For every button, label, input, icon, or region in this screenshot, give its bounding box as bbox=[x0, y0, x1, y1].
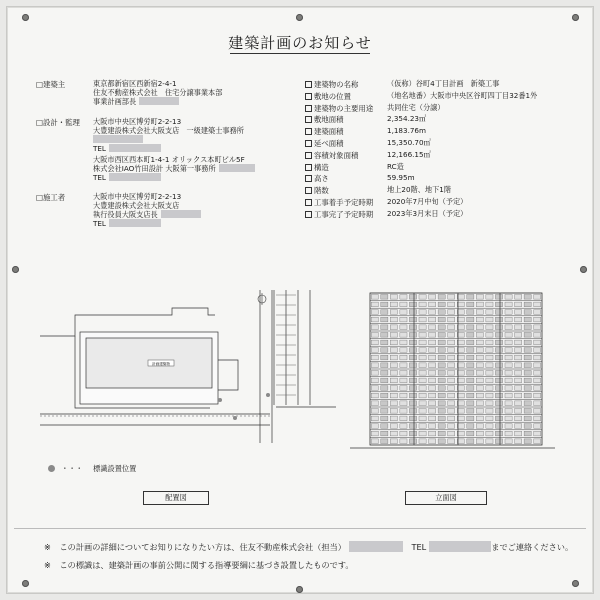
detail-label bbox=[305, 173, 329, 184]
detail-label-text: 敷地の位置 bbox=[314, 91, 351, 101]
marker-dot-icon bbox=[48, 465, 55, 472]
detail-value: （地名地番）大阪市中央区谷町四丁目32番1外 bbox=[387, 90, 538, 100]
designer-label: □設計・監理 bbox=[36, 118, 80, 127]
note-prefix: ※ bbox=[44, 542, 51, 552]
detail-label bbox=[305, 79, 358, 90]
contractor-line bbox=[93, 210, 201, 219]
site-plan bbox=[40, 285, 340, 445]
regulation-note bbox=[44, 560, 354, 571]
screw-icon bbox=[12, 266, 19, 273]
screw-icon bbox=[296, 14, 303, 21]
page-title: 建築計画のお知らせ bbox=[228, 34, 372, 52]
detail-value: RC造 bbox=[387, 161, 404, 171]
detail-label-text: 建築面積 bbox=[314, 127, 344, 137]
legend-text: 標識設置位置 bbox=[93, 464, 137, 473]
detail-label-text: 建築物の名称 bbox=[314, 80, 359, 89]
screw-icon bbox=[296, 586, 303, 593]
detail-label-text: 工事着手予定時期 bbox=[314, 198, 374, 207]
detail-label bbox=[305, 150, 358, 161]
screw-icon bbox=[572, 14, 579, 21]
detail-label bbox=[305, 114, 344, 125]
contractor-tel bbox=[93, 219, 161, 228]
designer-tel bbox=[93, 144, 161, 153]
screw-icon bbox=[580, 266, 587, 273]
designer-tel bbox=[93, 173, 161, 182]
detail-label-text: 構造 bbox=[314, 162, 329, 172]
detail-label-text: 容積対象面積 bbox=[314, 150, 359, 160]
detail-label-text: 敷地面積 bbox=[314, 115, 344, 125]
detail-label-text: 建築物の主要用途 bbox=[314, 103, 374, 113]
tel-label: TEL bbox=[93, 173, 106, 182]
building-label: 計画建築物 bbox=[152, 361, 170, 366]
checkbox-icon bbox=[305, 105, 312, 112]
checkbox-icon bbox=[305, 140, 312, 147]
detail-value: 1,183.76m bbox=[387, 126, 427, 136]
detail-value: 地上20階、地下1階 bbox=[387, 185, 452, 195]
detail-value: 12,166.15㎡ bbox=[387, 149, 431, 159]
screw-icon bbox=[22, 14, 29, 21]
designer-line: 大豊建設株式会社大阪支店 一級建築士事務所 bbox=[93, 126, 244, 135]
contractor-line: 大阪市中央区博労町2-2-13 bbox=[93, 192, 182, 201]
checkbox-icon bbox=[305, 128, 312, 135]
detail-label-text: 高さ bbox=[314, 174, 329, 184]
site-plan-caption: 配置図 bbox=[143, 491, 209, 505]
designer-line bbox=[93, 135, 143, 144]
detail-value: 15,350.70㎡ bbox=[387, 138, 431, 147]
designer-line: 大阪市西区西本町1-4-1 オリックス本町ビル5F bbox=[93, 155, 245, 164]
detail-label-text: 工事完了予定時期 bbox=[314, 209, 374, 219]
detail-value: 59.95m bbox=[387, 173, 415, 183]
elevation-caption: 立面図 bbox=[405, 491, 487, 505]
contact-note bbox=[44, 541, 573, 553]
detail-value: 共同住宅（分譲） bbox=[387, 102, 445, 112]
title-underline bbox=[230, 53, 370, 54]
redaction bbox=[349, 541, 403, 552]
checkbox-icon bbox=[305, 199, 312, 206]
checkbox-icon bbox=[305, 187, 312, 194]
redaction bbox=[429, 541, 491, 552]
detail-label-text: 延べ面積 bbox=[314, 139, 344, 148]
elevation-drawing bbox=[350, 285, 560, 455]
redaction bbox=[161, 210, 201, 218]
owner-label: □建築主 bbox=[36, 80, 66, 89]
contractor-title: 執行役員大阪支店長 bbox=[93, 210, 158, 219]
detail-label bbox=[305, 91, 351, 102]
tel-label: TEL bbox=[93, 144, 106, 153]
checkbox-icon bbox=[305, 116, 312, 123]
checkbox-icon bbox=[305, 152, 312, 159]
detail-label bbox=[305, 197, 373, 208]
designer-line: 大阪市中央区博労町2-2-13 bbox=[93, 117, 182, 126]
note-suffix: までご連絡ください。 bbox=[491, 542, 574, 552]
note-prefix: ※ bbox=[44, 560, 51, 570]
detail-label bbox=[305, 185, 329, 196]
tel-label: TEL bbox=[93, 219, 106, 228]
checkbox-icon bbox=[305, 93, 312, 100]
owner-title: 事業計画部長 bbox=[93, 97, 137, 106]
note-text: この計画の詳細についてお知りになりたい方は、住友不動産株式会社（担当） bbox=[59, 542, 346, 552]
legend: ・・・ 標識設置位置 bbox=[48, 464, 136, 473]
screw-icon bbox=[572, 580, 579, 587]
detail-label bbox=[305, 162, 329, 173]
redaction bbox=[109, 173, 161, 181]
detail-label bbox=[305, 138, 344, 149]
detail-label bbox=[305, 209, 373, 220]
screw-icon bbox=[22, 580, 29, 587]
designer-office: 株式会社IAO竹田設計 大阪第一事務所 bbox=[93, 164, 216, 173]
owner-line bbox=[93, 97, 179, 106]
contractor-label: □施工者 bbox=[36, 193, 66, 202]
detail-label-text: 階数 bbox=[314, 186, 329, 196]
detail-label bbox=[305, 126, 344, 137]
detail-value: 2020年7月中旬（予定） bbox=[387, 197, 468, 206]
owner-line: 住友不動産株式会社 住宅分譲事業本部 bbox=[93, 88, 223, 97]
divider bbox=[14, 528, 586, 529]
redaction bbox=[109, 219, 161, 227]
note-text: この標識は、建築計画の事前公開に関する指導要綱に基づき設置したものです。 bbox=[59, 560, 354, 570]
checkbox-icon bbox=[305, 211, 312, 218]
contractor-line: 大豊建設株式会社大阪支店 bbox=[93, 201, 180, 210]
redaction bbox=[219, 164, 255, 172]
detail-label bbox=[305, 103, 373, 114]
tel-label: TEL bbox=[411, 542, 427, 552]
checkbox-icon bbox=[305, 175, 312, 182]
checkbox-icon bbox=[305, 164, 312, 171]
redaction bbox=[139, 97, 179, 105]
detail-value: （仮称）谷町4丁目計画 新築工事 bbox=[387, 79, 500, 88]
checkbox-icon bbox=[305, 81, 312, 88]
redaction bbox=[109, 144, 161, 152]
detail-value: 2,354.23㎡ bbox=[387, 114, 427, 124]
detail-value: 2023年3月末日（予定） bbox=[387, 208, 468, 218]
owner-line: 東京都新宿区西新宿2-4-1 bbox=[93, 79, 177, 88]
designer-line bbox=[93, 164, 255, 173]
redaction bbox=[93, 135, 143, 143]
